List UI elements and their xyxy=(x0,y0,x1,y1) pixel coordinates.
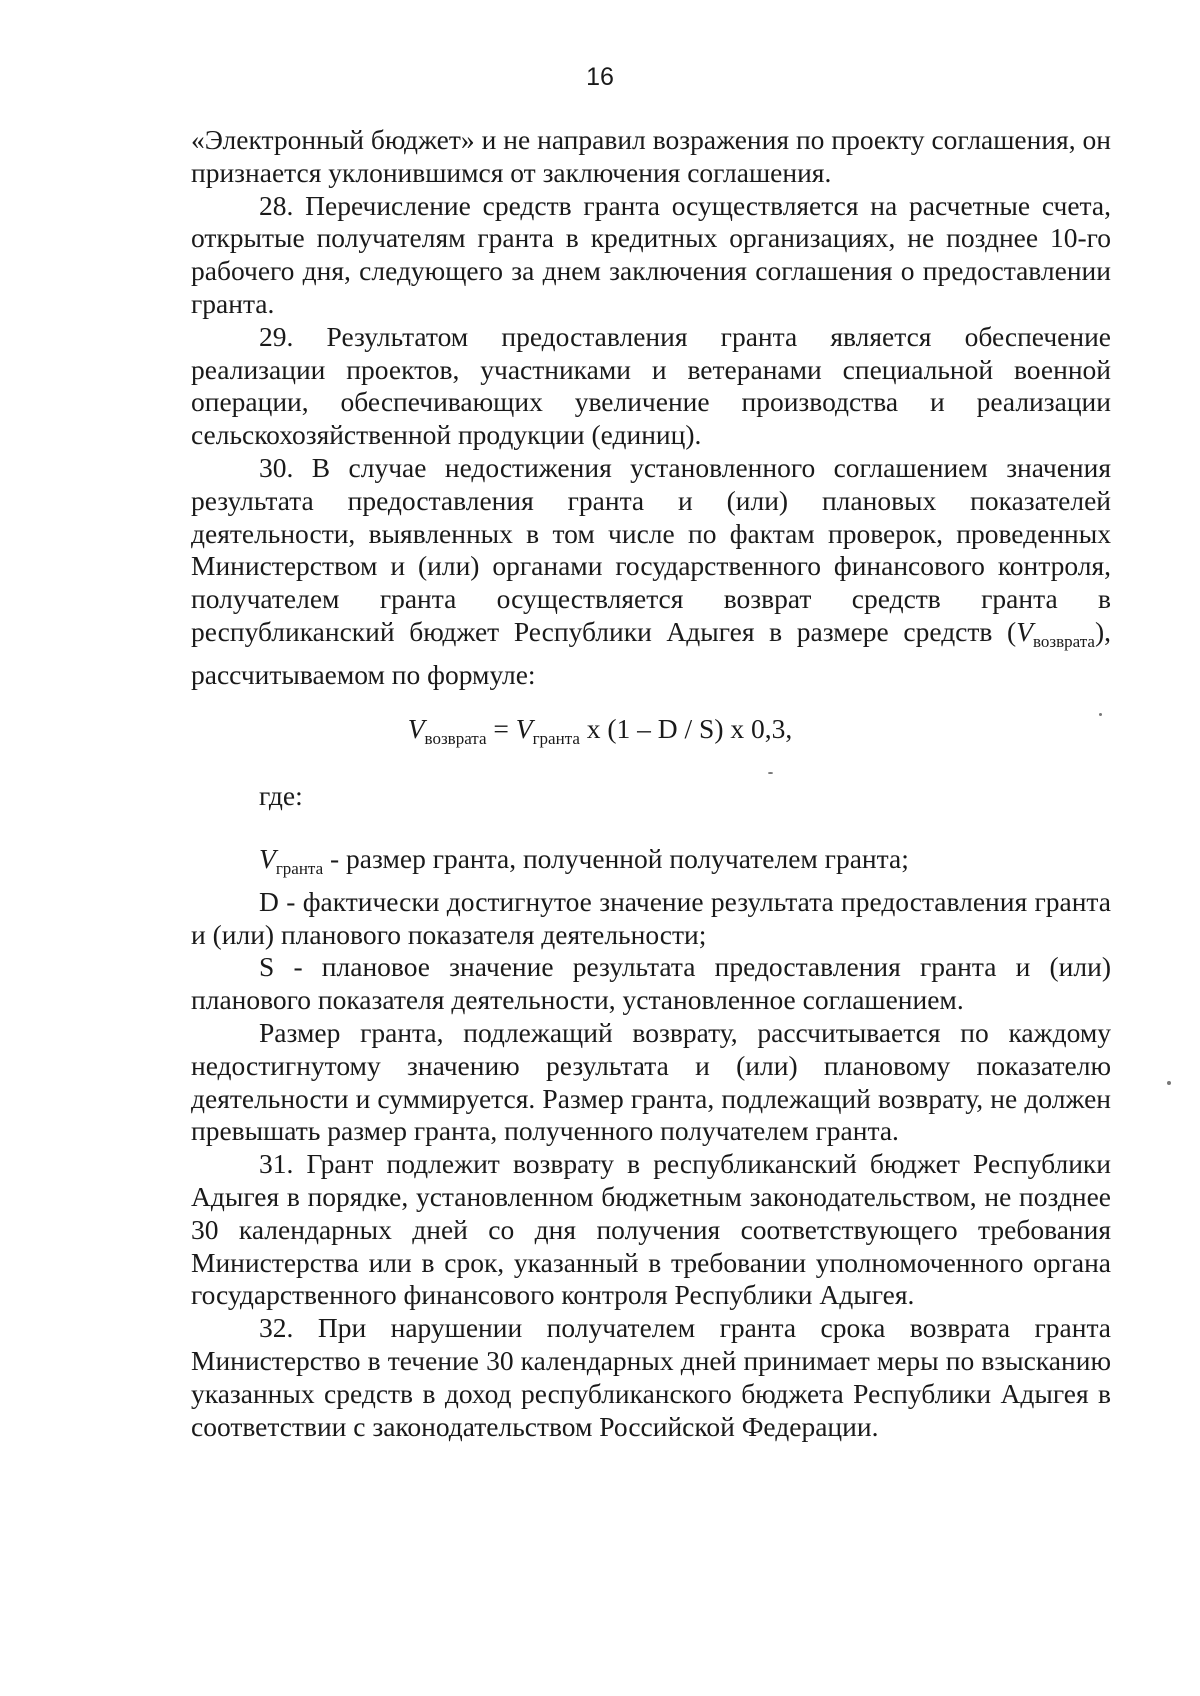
definitions-block xyxy=(191,843,1111,1443)
definition-d: D - фактически достигнутое значение результата предоставления гранта и (или) планового показателя деятельности; xyxy=(191,885,1111,950)
formula-v-return: V xyxy=(407,713,425,744)
formula-sub-grant: гранта xyxy=(532,729,580,748)
scan-speck xyxy=(1099,713,1102,716)
v-grant-symbol: V xyxy=(259,843,276,874)
formula-equals: = xyxy=(486,713,516,744)
definition-v-grant xyxy=(191,843,1111,886)
where-label: где: xyxy=(259,780,303,811)
page-number: 16 xyxy=(586,63,614,91)
paragraph-30-text: 30. В случае недостижения установленного соглашением значения результата предоставления гранта и (или) плановых показателей деятельности, выявленных в том числе по фактам проверок, проведенных Министерством и (или) органами государственного финансового контроля, получателем гранта осуществляется возврат средств гранта в республиканский бюджет Республики Адыгея в размере средств ( xyxy=(191,451,1111,647)
v-return-symbol: V xyxy=(1016,615,1033,647)
formula-v-grant: V xyxy=(515,713,533,744)
return-formula xyxy=(0,712,1200,756)
v-return-subscript: возврата xyxy=(1033,631,1095,651)
paragraph-28: 28. Перечисление средств гранта осуществляется на расчетные счета, открытые получателям гранта в кредитных организациях, не позднее 10-го рабочего дня, следующего за днем заключения соглашения о предоставлении гранта. xyxy=(191,189,1111,319)
scan-speck xyxy=(1167,1081,1171,1085)
paragraph-32: 32. При нарушении получателем гранта срока возврата гранта Министерство в течение 30 календарных дней принимает меры по взысканию указанных средств в доход республиканского бюджета Республики Адыгея в соответствии с законодательством Российской Федерации. xyxy=(191,1312,1111,1442)
paragraph-30-tail: ), рассчитываемом по формуле: xyxy=(191,615,1111,690)
v-grant-subscript: гранта xyxy=(275,859,324,878)
body-text-top xyxy=(191,124,1111,692)
scan-speck xyxy=(768,772,773,774)
definition-s: S - плановое значение результата предоставления гранта и (или) планового показателя деятельности, установленное соглашением. xyxy=(191,951,1111,1016)
paragraph-continuation: «Электронный бюджет» и не направил возражения по проекту соглашения, он признается уклонившимся от заключения соглашения. xyxy=(191,124,1111,188)
paragraph-31: 31. Грант подлежит возврату в республиканский бюджет Республики Адыгея в порядке, установленном бюджетным законодательством, не позднее 30 календарных дней со дня получения соответствующего требования Министерства или в срок, указанный в требовании уполномоченного органа государственного финансового контроля Республики Адыгея. xyxy=(191,1148,1111,1311)
paragraph-30 xyxy=(191,452,1111,692)
paragraph-29: 29. Результатом предоставления гранта является обеспечение реализации проектов, участниками и ветеранами специальной военной операции, обеспечивающих увеличение производства и реализации сельскохозяйственной продукции (единиц). xyxy=(191,320,1111,451)
paragraph-return-size: Размер гранта, подлежащий возврату, рассчитывается по каждому недостигнутому значению результата и (или) плановому показателю деятельности и суммируется. Размер гранта, подлежащий возврату, не должен превышать размер гранта, полученного получателем гранта. xyxy=(191,1016,1111,1147)
formula-rest: x (1 – D / S) x 0,3, xyxy=(579,713,793,744)
v-grant-definition: - размер гранта, полученной получателем гранта; xyxy=(323,843,909,874)
formula-sub-return: возврата xyxy=(424,729,487,748)
